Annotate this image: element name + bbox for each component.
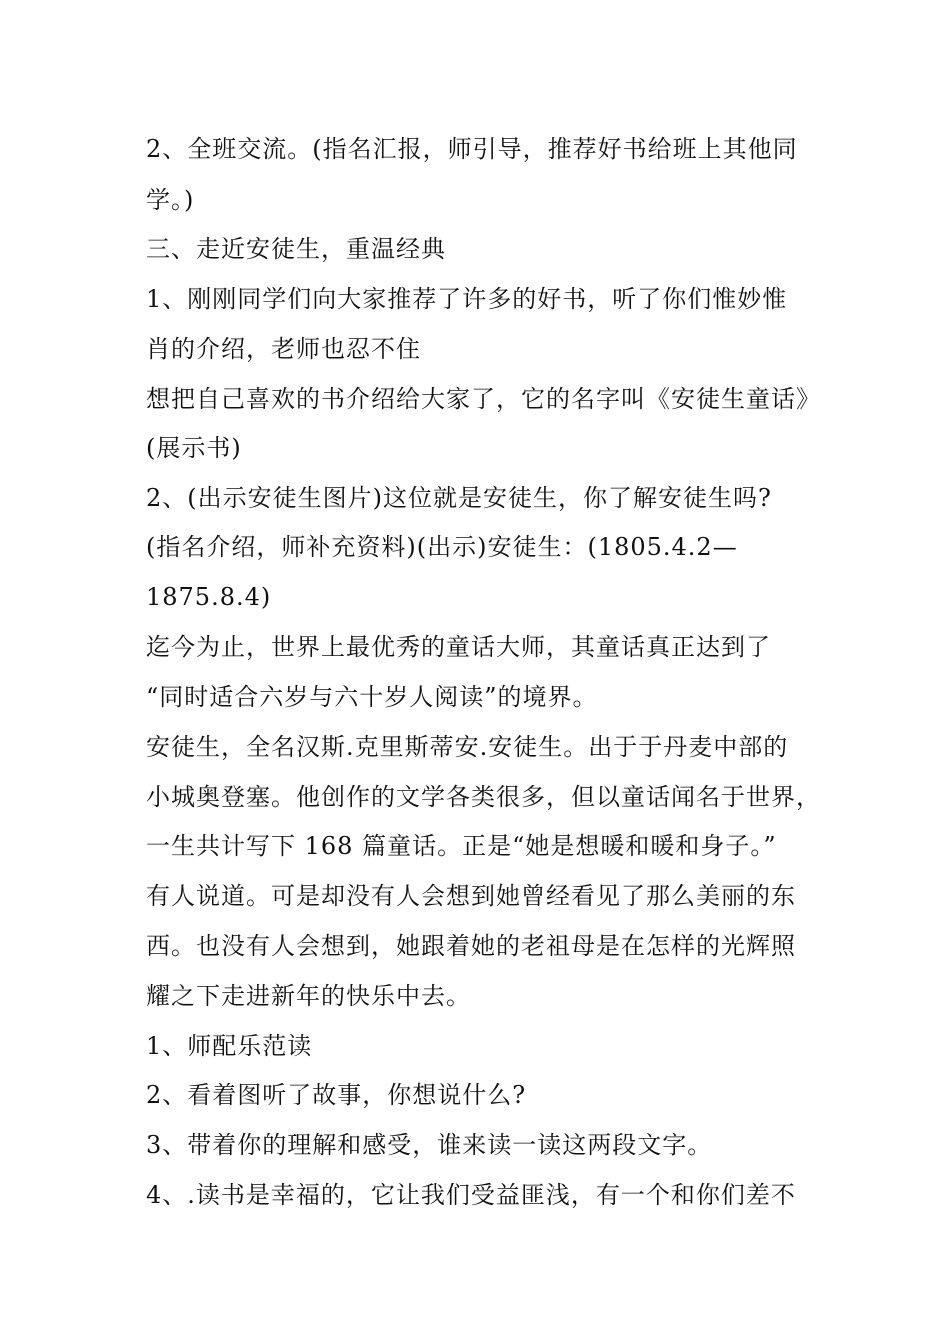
paragraph-line: 小城奥登塞。他创作的文学各类很多，但以童话闻名于世界， [146,783,821,811]
paragraph-line: 肖的介绍，老师也忍不住 [146,335,421,363]
paragraph-line: 安徒生，全名汉斯.克里斯蒂安.安徒生。出于于丹麦中部的 [146,733,789,761]
paragraph-line: 西。也没有人会想到，她跟着她的老祖母是在怎样的光辉照 [146,932,796,960]
paragraph-line: 迄今为止，世界上最优秀的童话大师，其童话真正达到了 [146,633,771,661]
paragraph-line: 耀之下走进新年的快乐中去。 [146,982,471,1010]
paragraph-line: 想把自己喜欢的书介绍给大家了，它的名字叫《安徒生童话》 [146,385,821,413]
paragraph-line: 一生共计写下 168 篇童话。正是“她是想暖和暖和身子。” [146,832,777,860]
list-item: 4、.读书是幸福的，它让我们受益匪浅，有一个和你们差不 [146,1181,796,1209]
paragraph-line: (展示书) [146,434,242,462]
list-item: 3、带着你的理解和感受，谁来读一读这两段文字。 [146,1131,713,1159]
list-item: 1、师配乐范读 [146,1032,313,1060]
paragraph-line: “同时适合六岁与六十岁人阅读”的境界。 [146,683,598,711]
paragraph-line: 1、刚刚同学们向大家推荐了许多的好书，听了你们惟妙惟 [146,285,788,313]
paragraph-line: 1875.8.4) [146,583,272,611]
paragraph-line: 有人说道。可是却没有人会想到她曾经看见了那么美丽的东 [146,882,796,910]
paragraph-line: 2、全班交流。(指名汇报，师引导，推荐好书给班上其他同 [146,135,798,163]
paragraph-line: 2、(出示安徒生图片)这位就是安徒生，你了解安徒生吗? [146,484,772,512]
paragraph-line: (指名介绍，师补充资料)(出示)安徒生：(1805.4.2— [146,533,738,561]
paragraph-line: 学。) [146,186,195,214]
list-item: 2、看着图听了故事，你想说什么? [146,1081,527,1109]
section-heading: 三、走近安徒生，重温经典 [146,235,446,263]
